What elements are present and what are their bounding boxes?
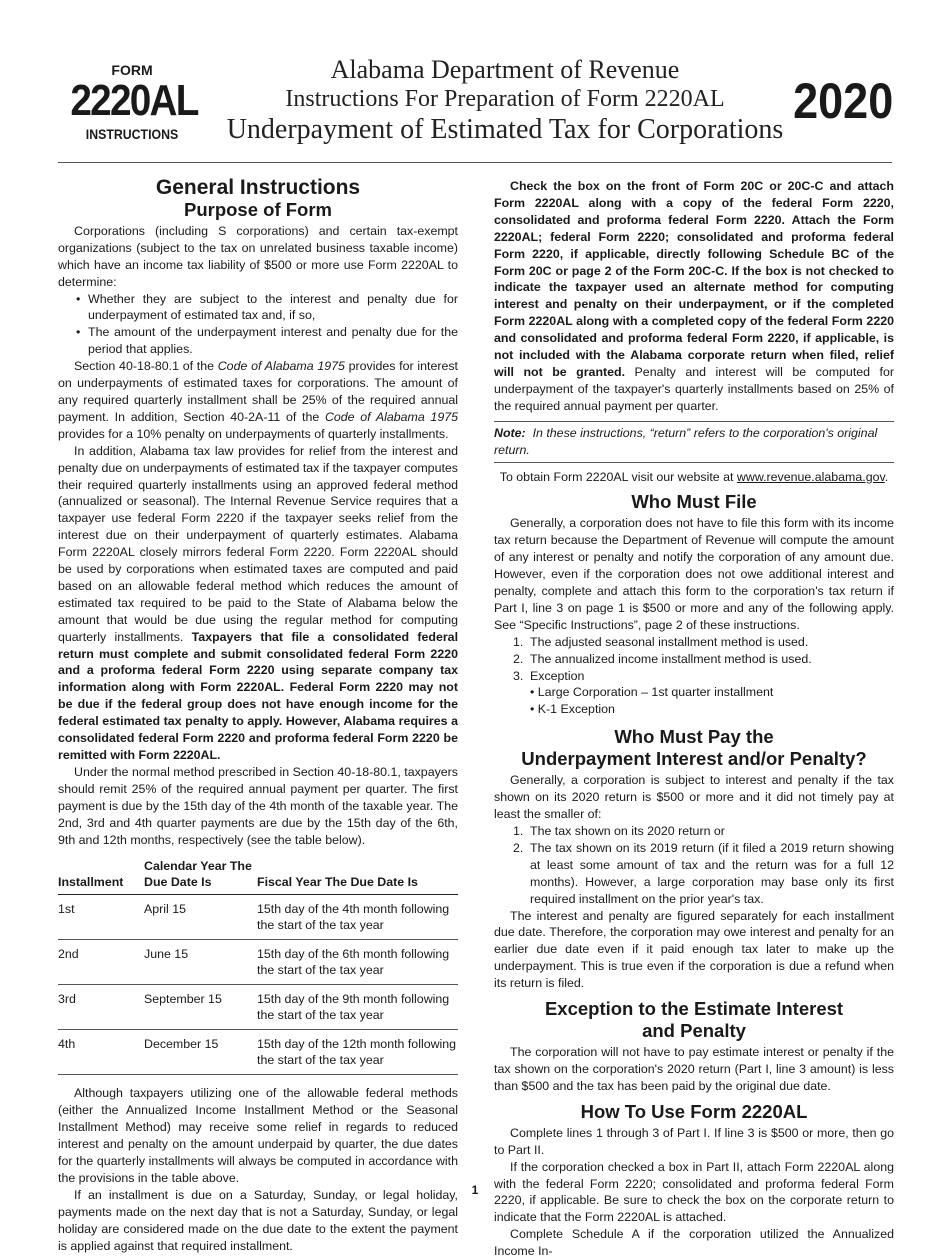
list-text: Exception bbox=[530, 668, 585, 683]
obtain-form-line: To obtain Form 2220AL visit our website at www.revenue.alabama.gov. bbox=[499, 469, 889, 484]
code-citation: Code of Alabama 1975 bbox=[217, 359, 345, 374]
table-row bbox=[58, 985, 458, 1030]
note-box bbox=[494, 421, 894, 463]
right-column bbox=[494, 178, 894, 1260]
list-text: The annualized income installment method is used. bbox=[530, 651, 812, 666]
how-to-use-heading: How To Use Form 2220AL bbox=[580, 1100, 808, 1122]
schedule-a-paragraph: Complete Schedule A if the corporation utilized the Annualized Income In- bbox=[494, 1227, 894, 1259]
list-text: The tax shown on its 2019 return (if it filed a 2019 return showing at least some amount of tax and the return was for a full 12 months). However, a large corporation may base only its first required installment on the prior year's tax. bbox=[530, 840, 894, 906]
list-item: • Whether they are subject to the interest and penalty due for underpayment of estimated tax and, if so, bbox=[88, 291, 458, 325]
purpose-paragraph: Corporations (including S corporations) and certain tax-exempt organizations (subject to the tax on unrelated business taxable income) which have an income tax liability of $500 or more use Form 2220AL to determine: bbox=[58, 223, 458, 289]
text-run: In addition, Alabama tax law provides for relief from the interest and penalty due on underpayments of estimated tax if the taxpayer computes their required quarterly installments using an approved federal method (annualized or seasonal). The Internal Revenue Service requires that a taxpayer use federal Form 2220 if the taxpayer seeks relief from the interest due on their underpayment of quarterly estimates. Alabama Form 2220AL closely mirrors federal Form 2220. Form 2220AL should be used by corporations when estimated taxes are computed and paid based on an allowable federal method which reduces the amount of estimated tax required to be paid to the State of Alabama below the amount that would be due using the regular method for computing quarterly installments. bbox=[58, 443, 458, 644]
list-item bbox=[513, 634, 894, 651]
table-row bbox=[58, 895, 458, 940]
section-40-18-80-paragraph bbox=[58, 358, 458, 443]
attachment-requirement-text: Check the box on the front of Form 20C or 20C-C and attach Form 2220AL along with a copy of the federal Form 2220, consolidated and proforma federal Form 2220. Attach the Form 2220AL; federal Form 2220; consolidated and proforma federal Form 2220, if applicable, directly following Schedule BC of the Form 20C or page 2 of the Form 20C-C. If the box is not checked to indicate the taxpayer used an alternate method for computing interest and penalty on their underpayment, or if the completed Form 2220AL along with a completed copy of the federal Form 2220 and consolidated and proforma federal Form 2220, if applicable, is not included with the Alabama corporate return when filed, relief will not be granted. bbox=[494, 179, 894, 379]
heading-line: Who Must Pay the bbox=[614, 726, 774, 748]
website-link[interactable]: www.revenue.alabama.gov bbox=[736, 469, 885, 484]
who-must-file-paragraph: Generally, a corporation does not have to file this form with its income tax return because the Department of Revenue will compute the amount of any interest or penalty and notify the corporation of any amount due. However, even if the corporation does not owe additional interest and penalty, complete and attach this form to the corporation's tax return if Part I, line 3 on page 1 is $500 or more and any of the following apply. See “Specific Instructions”, page 2 of these instructions. bbox=[494, 516, 894, 632]
who-must-pay-list bbox=[494, 823, 894, 908]
list-number: 3. bbox=[513, 668, 524, 683]
page-number: 1 bbox=[471, 1183, 479, 1197]
purpose-of-form-heading: Purpose of Form bbox=[183, 198, 332, 220]
who-must-file-heading: Who Must File bbox=[631, 491, 757, 513]
list-item bbox=[513, 823, 894, 840]
form-number: 2220AL bbox=[70, 76, 198, 125]
code-citation: Code of Alabama 1975 bbox=[324, 409, 458, 424]
text-run: Section 40-18-80.1 of the bbox=[74, 359, 218, 374]
text-run: To obtain Form 2220AL visit our website at bbox=[499, 469, 737, 484]
installment-due-date-table bbox=[58, 856, 458, 1075]
general-instructions-heading: General Instructions bbox=[155, 176, 361, 199]
text-run: provides for interest on underpayments of estimated taxes for corporations. The amount of any required quarterly installment shall be 25% of the required annual payment. In addition, Section 40-2A-11 of the bbox=[58, 359, 458, 424]
table-cell: September 15 bbox=[144, 985, 257, 1030]
who-must-pay-paragraph: Generally, a corporation is subject to interest and penalty if the tax shown on its 2020 return is $500 or more and it did not timely pay at least the smaller of: bbox=[494, 773, 894, 822]
heading-line: Underpayment Interest and/or Penalty? bbox=[521, 748, 867, 770]
table-cell: 4th bbox=[58, 1030, 144, 1075]
column-header: Calendar Year The Due Date Is bbox=[144, 856, 257, 895]
holiday-paragraph: If an installment is due on a Saturday, Sunday, or legal holiday, payments made on the next day that is not a Saturday, Sunday, or legal holiday are considered made on the due date to the extent the payment is applied against that required installment. bbox=[58, 1187, 458, 1253]
attachment-paragraph bbox=[494, 178, 894, 415]
purpose-bullets bbox=[58, 291, 458, 359]
who-must-file-list bbox=[494, 634, 894, 685]
list-item: • Large Corporation – 1st quarter installment bbox=[530, 685, 774, 700]
who-must-pay-heading bbox=[494, 726, 894, 770]
column-header: Fiscal Year The Due Date Is bbox=[257, 856, 458, 895]
note-label: Note: bbox=[494, 425, 526, 440]
federal-methods-paragraph: Although taxpayers utilizing one of the allowable federal methods (either the Annualized Income Installment Method or the Seasonal Installment Method) may receive some relief in regards to reduced interest and penalty on the amount underpaid by quarter, the due dates for the quarterly installments will always be computed in accordance with the provisions in the table above. bbox=[58, 1086, 458, 1185]
header-divider bbox=[58, 162, 892, 163]
department-title: Alabama Department of Revenue bbox=[330, 55, 680, 84]
tax-year: 2020 bbox=[792, 73, 893, 129]
list-item bbox=[513, 651, 894, 668]
exception-paragraph: The corporation will not have to pay estimate interest or penalty if the tax shown on the corporation's 2020 return (Part I, line 3 amount) is less than $500 and the tax has been paid by the original due date. bbox=[494, 1045, 894, 1093]
exception-sub-list bbox=[494, 684, 894, 718]
list-number: 1. bbox=[513, 824, 524, 838]
table-cell: 15th day of the 6th month following the start of the tax year bbox=[257, 940, 458, 985]
table-cell: June 15 bbox=[144, 940, 257, 985]
table-cell: 15th day of the 9th month following the start of the tax year bbox=[257, 985, 458, 1030]
part-two-paragraph: If the corporation checked a box in Part II, attach Form 2220AL along with the federal Form 2220; consolidated and proforma federal Form 2220, if applicable. Be sure to check the box on the corporate return to indicate that the Form 2220AL is attached. bbox=[494, 1159, 894, 1225]
consolidated-requirement-text: Taxpayers that file a consolidated federal return must complete and submit consolidated federal Form 2220 and a proforma federal Form 2220 using separate company tax information along with Form 2220AL. Federal Form 2220 may not be due if the federal group does not have enough income for the federal estimated tax penalty to apply. However, Alabama requires a consolidated federal Form 2220 and proforma federal Form 2220 be remitted with Form 2220AL. bbox=[58, 629, 459, 762]
heading-line: and Penalty bbox=[642, 1020, 746, 1042]
form-instructions-label: INSTRUCTIONS bbox=[85, 126, 179, 142]
instructions-title: Instructions For Preparation of Form 2220AL bbox=[285, 86, 725, 112]
table-row bbox=[58, 940, 458, 985]
heading-line: Exception to the Estimate Interest bbox=[544, 998, 844, 1020]
list-number: 2. bbox=[513, 840, 524, 855]
list-item: • K-1 Exception bbox=[530, 702, 615, 717]
normal-method-paragraph: Under the normal method prescribed in Section 40-18-80.1, taxpayers should remit 25% of the required annual payment per quarter. The first payment is due by the 15th day of the 4th month of the taxable year. The 2nd, 3rd and 4th quarter payments are due by the 15th day of the 6th, 9th and 12th months, respectively (see the table below). bbox=[58, 764, 458, 847]
list-item: • The amount of the underpayment interest and penalty due for the period that applies. bbox=[88, 324, 458, 358]
table-cell: 3rd bbox=[58, 985, 144, 1030]
table-cell: 15th day of the 4th month following the start of the tax year bbox=[257, 895, 458, 940]
list-number: 2. bbox=[513, 651, 524, 666]
note-text: In these instructions, “return” refers to the corporation's original return. bbox=[494, 425, 878, 457]
list-item bbox=[513, 840, 894, 908]
table-cell: 15th day of the 12th month following the start of the tax year bbox=[257, 1030, 458, 1075]
form-label: FORM bbox=[111, 62, 153, 78]
table-row bbox=[58, 1030, 458, 1075]
list-text: The tax shown on its 2020 return or bbox=[530, 824, 725, 838]
table-cell: December 15 bbox=[144, 1030, 257, 1075]
text-run: Penalty and interest will be computed for underpayment of the taxpayer's quarterly installments based on 25% of the required annual payment per quarter. bbox=[494, 364, 894, 413]
table-header-row bbox=[58, 856, 458, 895]
column-header: Installment bbox=[58, 856, 144, 895]
text-run: provides for a 10% penalty on underpayments of quarterly installments. bbox=[58, 426, 449, 441]
separate-installment-paragraph: The interest and penalty are figured separately for each installment due date. Therefore, the corporation may owe interest and penalty for an earlier due date even if it paid enough tax later to make up the underpayment. This is true even if the corporation is due a refund when its return is filed. bbox=[494, 908, 894, 991]
table-cell: 2nd bbox=[58, 940, 144, 985]
table-cell: 1st bbox=[58, 895, 144, 940]
table-cell: April 15 bbox=[144, 895, 257, 940]
relief-paragraph bbox=[58, 443, 458, 764]
list-item bbox=[513, 668, 894, 685]
exception-heading bbox=[494, 998, 894, 1042]
how-to-use-paragraph: Complete lines 1 through 3 of Part I. If line 3 is $500 or more, then go to Part II. bbox=[494, 1125, 894, 1157]
form-subject-title: Underpayment of Estimated Tax for Corporations bbox=[226, 114, 784, 145]
list-number: 1. bbox=[513, 634, 524, 649]
list-text: The adjusted seasonal installment method is used. bbox=[530, 634, 809, 649]
left-column bbox=[58, 178, 458, 1255]
